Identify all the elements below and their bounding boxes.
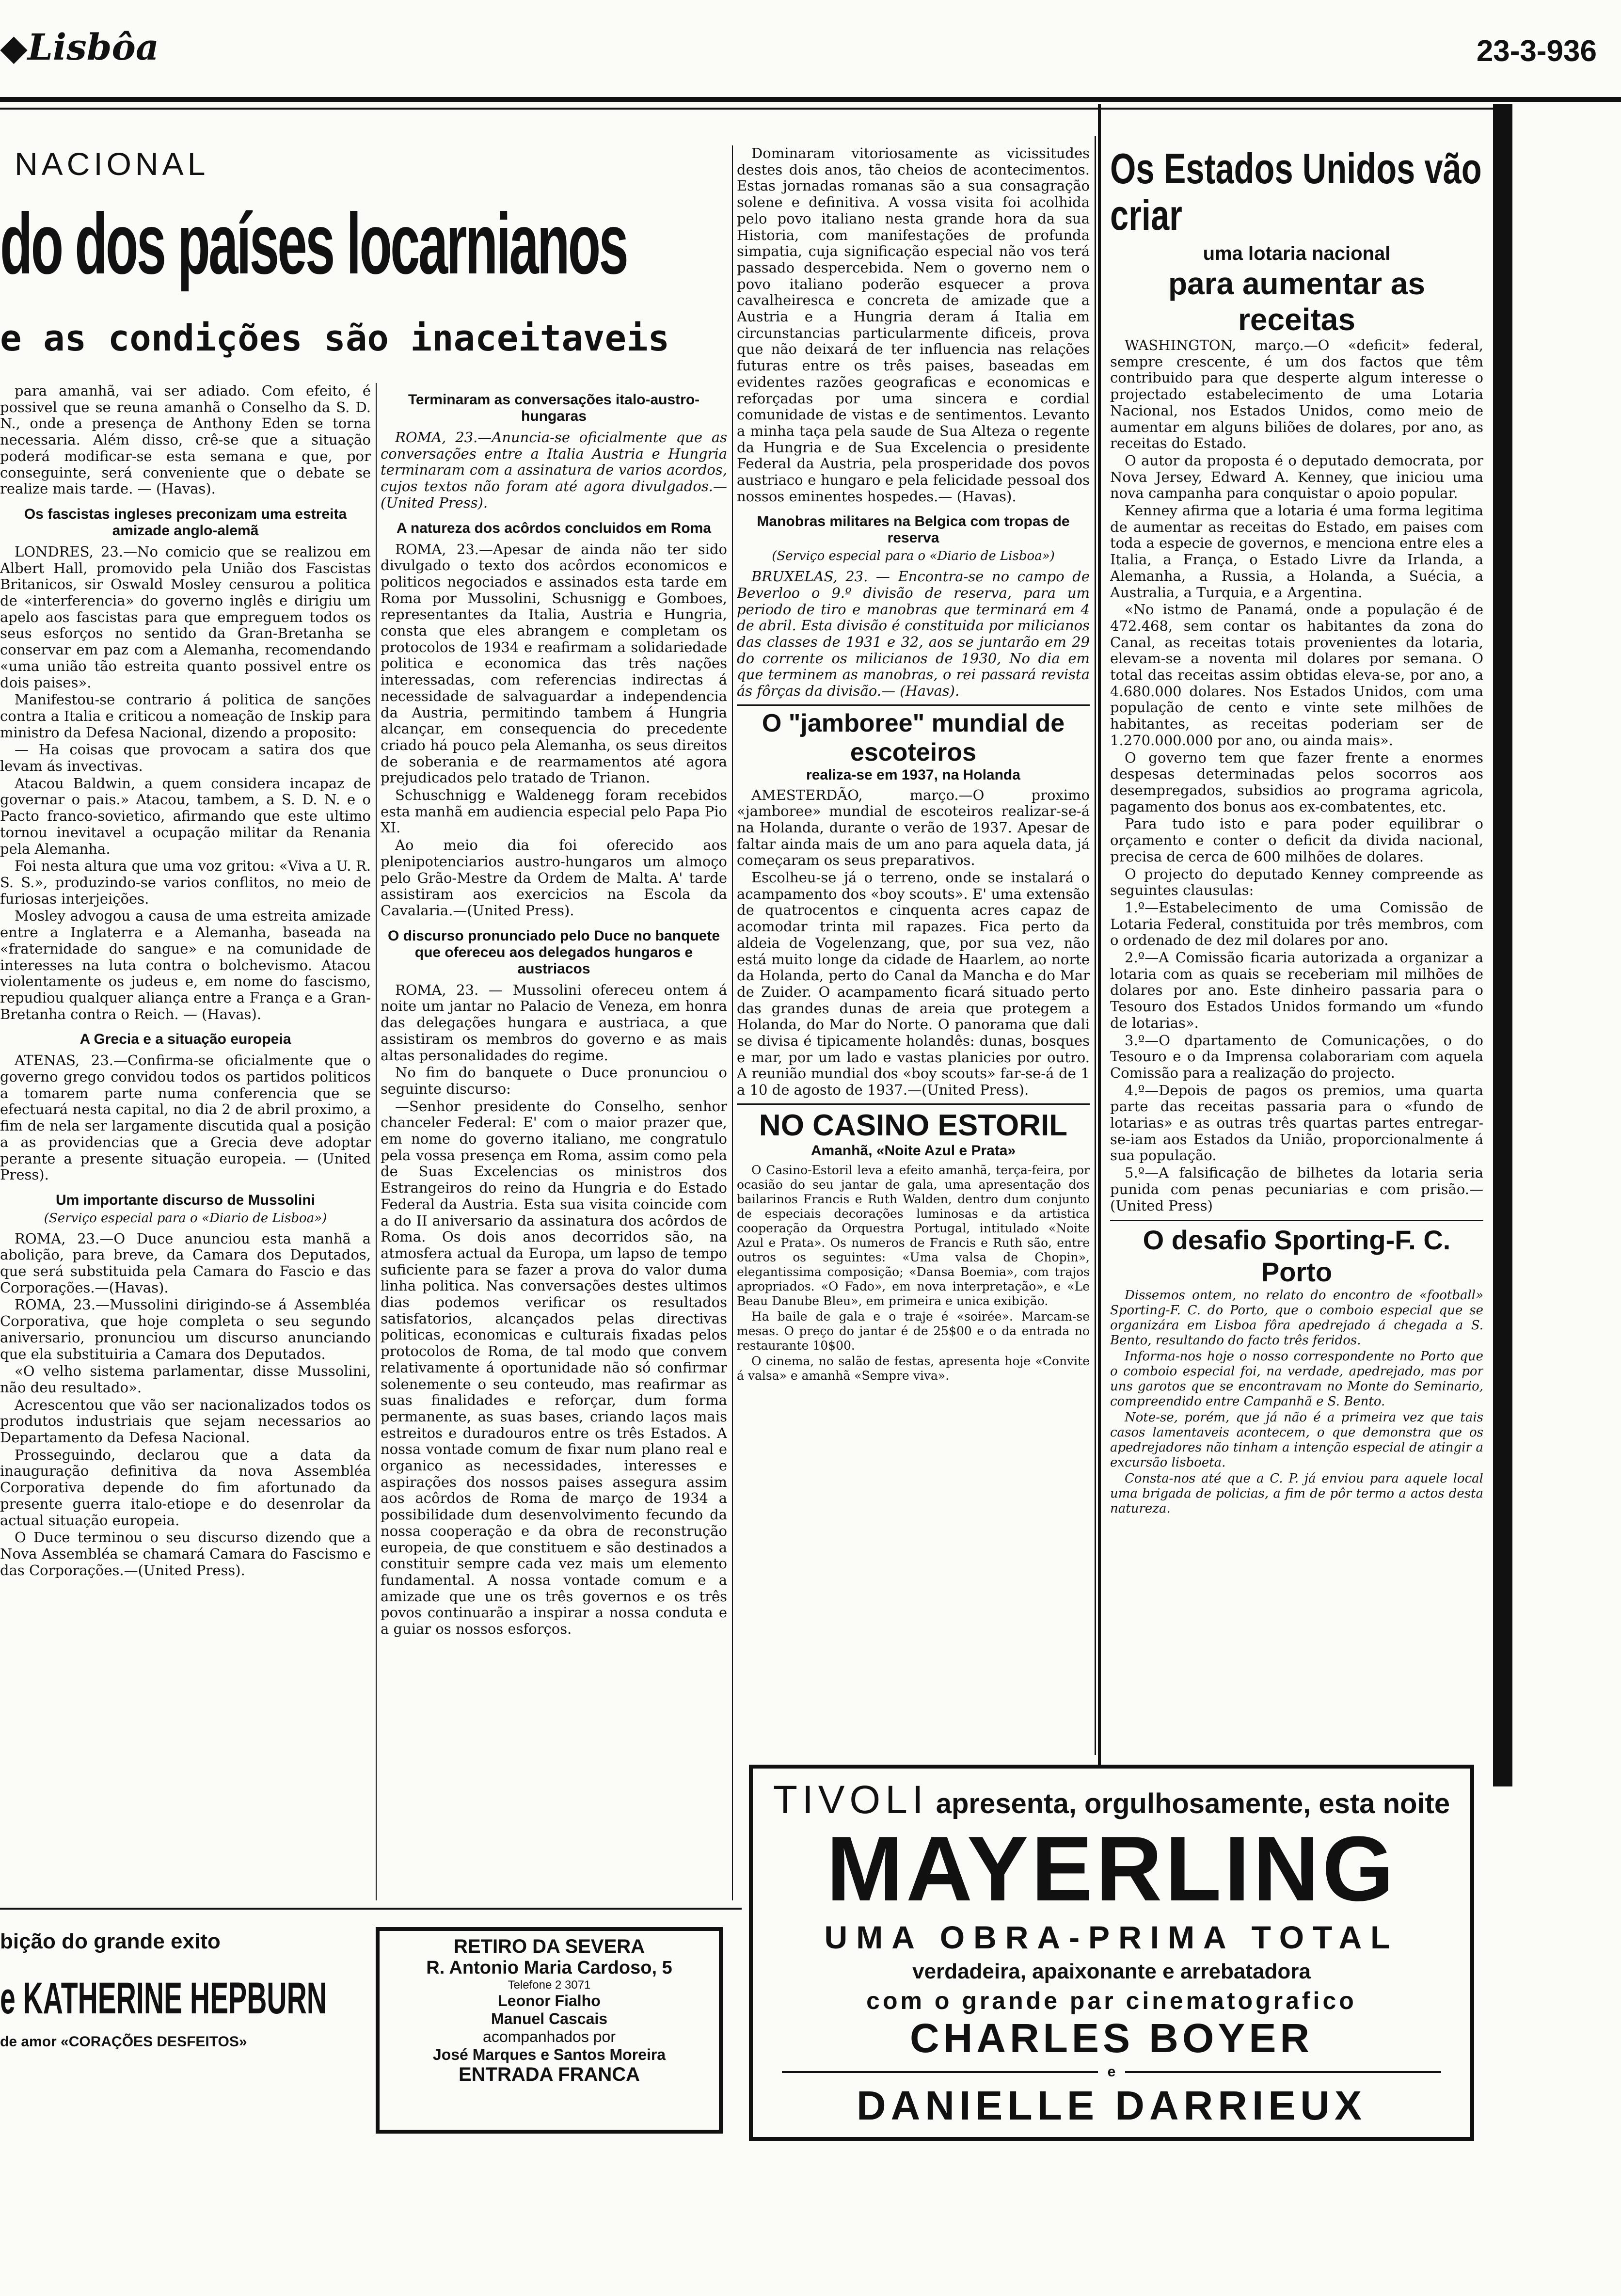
paragraph: Manifestou-se contrario á politica de sanções contra a Italia e criticou a nomeação de Inskip para ministro da Defesa Nacional, dizendo a proposito: — [0, 691, 371, 741]
divider — [737, 1103, 1090, 1105]
paragraph: Dissemos ontem, no relato do encontro de «football» Sporting-F. C. do Porto, que o comboio especial que se organizára em Lisboa fôra apedrejado á chegada a S. Bento, resultando do facto três feridos. — [1110, 1288, 1483, 1348]
ad-star-1: CHARLES BOYER — [909, 2015, 1314, 2061]
ads-rule — [0, 1908, 742, 1910]
column-2 — [381, 383, 727, 1896]
subheading: Terminaram as conversações italo-austro-hungaras — [408, 392, 700, 424]
ad-brand: TIVOLI — [773, 1778, 928, 1822]
main-headline: do dos países locarnianos — [0, 195, 627, 292]
column-rule-2 — [732, 145, 733, 1900]
paragraph: Informa-nos hoje o nosso correspondente no Porto que o comboio especial foi, na verdade, apedrejado, mas por uns garotos que se encontravam no Monte do Seminario, compreendido entre Campanhã e S. Bento. — [1110, 1349, 1483, 1409]
subheading: Um importante discurso de Mussolini — [55, 1192, 316, 1208]
paragraph: BRUXELAS, 23. — Encontra-se no campo de Beverloo o 9.º divisão de reserva, para um periodo de tiro e manobras que terminará em 4 de abril. Esta divisão é constituida por milicianos das classes de 1931 e 32, aos se juntarão em 29 do corrente os milicianos de 1930, No dia em que terminem as manobras, o rei passará revista ás fôrças da divisão.— (Havas). — [737, 568, 1090, 700]
ad-katharine-hepburn — [0, 1925, 359, 2109]
paragraph: O autor da proposta é o deputado democrata, por Nova Jersey, Edward A. Kenney, que iniciou uma nova campanha para conquistar o apoio popular. — [1110, 452, 1483, 502]
paragraph: 1.º—Estabelecimento de uma Comissão de Lotaria Federal, constituida por três membros, com o ordenado de dez mil dolares por ano. — [1110, 899, 1483, 949]
paragraph: 2.º—A Comissão ficaria autorizada a organizar a lotaria com as quais se receberiam mil milhões de dolares por ano. Este dinheiro passaria para o Tesouro dos Estados Unidos formando um «fundo de lotarias». — [1110, 949, 1483, 1031]
casino-subtitle: Amanhã, «Noite Azul e Prata» — [810, 1142, 1016, 1159]
divider — [1110, 1220, 1483, 1221]
main-subhead: e as condições são inaceitaveis — [0, 318, 670, 359]
paragraph: Para tudo isto e para poder equilibrar o orçamento e conter o deficit da divida nacional, precisa de cerca de 600 milhões de dolares. — [1110, 815, 1483, 865]
ad-line: Manuel Cascais — [491, 2010, 608, 2027]
paragraph: 4.º—Depois de pagos os premios, uma quarta parte das receitas passaria para o «fundo de lotarias» e as outras três quartas partes entregar-se-iam aos Estados da União, proporcionalmente á sua população. — [1110, 1082, 1483, 1164]
right-border-bar — [1493, 104, 1512, 1786]
paragraph: Acrescentou que vão ser nacionalizados todos os produtos industriais que sejam necessarios ao Departamento da Defesa Nacional. — [0, 1396, 371, 1446]
ad-line: verdadeira, apaixonante e arrebatadora — [912, 1960, 1311, 1983]
column-3 — [737, 145, 1090, 1755]
paragraph: Ao meio dia foi oferecido aos plenipotenciarios austro-hungaros um almoço pelo Grão-Mestre da Ordem de Malta. A' tarde assistiram aos exercicios na Escola da Cavalaria.—(United Press). — [381, 837, 727, 919]
paragraph: Foi nesta altura que uma voz gritou: «Viva a U. R. S. S.», produzindo-se varios conflitos, no meio de furiosas interjeições. — [0, 858, 371, 907]
ad-tivoli-mayerling — [749, 1765, 1474, 2141]
paragraph: Note-se, porém, que já não é a primeira vez que tais casos lamentaveis acontecem, o que demonstra que os apedrejadores não tinham a intenção especial de atingir a excursão lisboeta. — [1110, 1410, 1483, 1470]
paragraph: ROMA, 23.—O Duce anunciou esta manhã a abolição, para breve, da Camara dos Deputados, que será substituida pela Camara do Fascio e das Corporações.—(Havas). — [0, 1230, 371, 1296]
paragraph: Schuschnigg e Waldenegg foram recebidos esta manhã em audiencia especial pelo Papa Pio XI. — [381, 787, 727, 836]
ad-line: José Marques e Santos Moreira — [432, 2046, 666, 2063]
football-title: O desafio Sporting-F. C. Porto — [1143, 1225, 1451, 1288]
paragraph: ROMA, 23.—Mussolini dirigindo-se á Assembléa Corporativa, que hoje completa o seu segundo aniversario, pronunciou um discurso anunciando que ela substituiria a Camara dos Deputados. — [0, 1296, 371, 1362]
paragraph: AMESTERDÃO, março.—O proximo «jamboree» mundial de escoteiros realizar-se-á na Holanda, durante o verão de 1937. Apesar de faltar ainda mais de um ano para aquela data, já começaram os seus preparativos. — [737, 786, 1090, 869]
paragraph: WASHINGTON, março.—O «deficit» federal, sempre crescente, é um dos factos que têm contribuido para que desperte algum interesse o projectado estabelecimento de uma Lotaria Nacional, nos Estados Unidos, como meio de aumentar em alguns biliões de dolares, por ano, as receitas do Estado. — [1110, 337, 1483, 452]
ad-line: com o grande par cinematografico — [866, 1987, 1357, 2014]
paragraph: ROMA, 23. — Mussolini ofereceu ontem á noite um jantar no Palacio de Veneza, em honra das delegações hungara e austriaca, a que assistiram os membros do governo e as mais altas personalidades do regime. — [381, 981, 727, 1064]
section-label: NACIONAL — [15, 146, 209, 182]
lottery-title-2: uma lotaria nacional — [1203, 243, 1391, 264]
ad-intro: apresenta, orgulhosamente, esta noite — [936, 1788, 1450, 1819]
subheading: A Grecia e a situação europeia — [79, 1031, 291, 1048]
ad-and: e — [1098, 2064, 1126, 2080]
service-note: (Serviço especial para o «Diario de Lisboa») — [772, 549, 1055, 564]
ad-line — [753, 1777, 1470, 1823]
column-1 — [0, 383, 371, 1896]
ad-retiro-severa — [376, 1927, 723, 2134]
lottery-title: Os Estados Unidos vão criar — [1110, 145, 1482, 239]
top-rule — [0, 97, 1621, 102]
ad-line: RETIRO DA SEVERA — [453, 1936, 645, 1957]
paragraph: No fim do banquete o Duce pronunciou o seguinte discurso: — [381, 1064, 727, 1097]
paragraph: ROMA, 23.—Anuncia-se oficialmente que as conversações entre a Italia Austria e Hungria terminaram com a assinatura de varios acordos, cujos textos não foram até agora divulgados.—(United Press). — [381, 429, 727, 511]
paragraph: ROMA, 23.—Apesar de ainda não ter sido divulgado o texto dos acôrdos economicos e politicos negociados e assinados esta tarde em Roma por Mussolini, Schusnigg e Gomboes, representantes da Italia, Austria e Hungria, consta que eles abrangem e completam os protocolos de 1934 e reafirmam a solidariedade politica e economica das três nações interessadas, com referencias indirectas á necessidade de salvaguardar a independencia da Austria, permitindo tambem á Hungria alcançar, em consequencia do precedente criado há pouco pela Alemanha, os seus direitos de soberania e de rearmamentos até agora prejudicados pelo tratado de Trianon. — [381, 541, 727, 786]
masthead-title: ◆Lisbôa — [0, 27, 159, 68]
ad-line: acompanhados por — [483, 2028, 616, 2045]
jamboree-subtitle: realiza-se em 1937, na Holanda — [806, 766, 1020, 783]
paragraph: Prosseguindo, declarou que a data da inauguração definitiva da nova Assembléa Corporativa depende do fim afortunado da presente guerra italo-etiope e do desenrolar da actual situação europeia. — [0, 1446, 371, 1529]
ad-line: Leonor Fialho — [498, 1992, 601, 2009]
ad-star-2: DANIELLE DARRIEUX — [856, 2083, 1367, 2128]
paragraph: —Senhor presidente do Conselho, senhor chanceler Federal: E' com o maior prazer que, em nome do governo italiano, me congratulo pela vossa presença em Roma, assim como pela de Suas Excelencias os ministros dos Estrangeiros do reino da Hungria e do Estado Federal da Austria. Esta sua visita coincide com a do II aniversario da assinatura dos acôrdos de Roma. Os dois anos decorridos são, na atmosfera actual da Europa, um lapso de tempo suficiente para se fazer a prova do valor duma linha politica. Nas conversações destes ultimos dias podemos verificar os resultados satisfatorios, alcançados pelas directivas politicas, economicas e culturais fixadas pelos protocolos de Roma, de tal modo que convem relativamente á oportunidade não só confirmar solenemente o seu conteudo, mas reafirmar as suas finalidades e reforçar, dum forma permanente, as suas bases, criando laços mais estreitos e duradouros entre os três Estados. A nossa vontade comum de fixar num plano real e organico as necessidades, interesses e aspirações dos nossos paises assegura assim aos acôrdos de Roma de março de 1934 a possibilidade dum desenvolvimento fecundo da nossa cooperação e da obra de reconstrução europeia, de que constituem e são destinados a constituir sempre cada vez mais um elemento fundamental. A nossa vontade comum e a amizade que une os três governos e os três povos continuarão a inspirar a nossa conduta e a guiar os nossos esforços. — [381, 1098, 727, 1638]
subheading: Manobras militares na Belgica com tropas de reserva — [757, 513, 1070, 546]
paragraph: O governo tem que fazer frente a enormes despesas determinadas pelos socorros aos desempregados, subsidios ao programa agricola, pagamento dos bonus aos ex-combatentes, etc. — [1110, 749, 1483, 815]
masthead-date: 23-3-936 — [1476, 34, 1597, 68]
subheading: O discurso pronunciado pelo Duce no banquete que ofereceu aos delegados hungaros e austriacos — [387, 927, 720, 977]
ad-film-title: MAYERLING — [826, 1818, 1397, 1920]
paragraph: Ha baile de gala e o traje é «soirée». Marcam-se mesas. O preço do jantar é de 25$00 e o da entrada no restaurante 10$00. — [737, 1309, 1090, 1353]
paragraph: O cinema, no salão de festas, apresenta hoje «Convite á valsa» e amanhã «Sempre viva». — [737, 1354, 1090, 1383]
paragraph: «No istmo de Panamá, onde a população é de 472.468, sem contar os habitantes da zona do Canal, as receitas totais provenientes da lotaria, elevam-se a noventa mil dolares por semana. O total das receitas assim obtidas eleva-se, por ano, a 4.680.000 dolares. Nos Estados Unidos, com uma população de cento e vinte sete milhões de habitantes, as receitas poderiam ser de 1.270.000.000 por ano, ou ainda mais». — [1110, 601, 1483, 749]
ad-line: bição do grande exito — [0, 1929, 221, 1953]
subheading: A natureza dos acôrdos concluidos em Roma — [396, 520, 712, 536]
service-note: (Serviço especial para o «Diario de Lisboa») — [44, 1211, 327, 1226]
lottery-title-3: para aumentar as receitas — [1168, 266, 1426, 337]
divider — [737, 704, 1090, 706]
paragraph: Mosley advogou a causa de uma estreita amizade entre a Inglaterra e a Alemanha, baseada na «fraternidade do sangue» e na comunidade de interesses na luta contra o bolchevismo. Atacou violentamente os judeus e, em nome do fascismo, repudiou qualquer aliança entre a França e a Gran-Bretanha contra o Reich. — (Havas). — [0, 908, 371, 1022]
paragraph: para amanhã, vai ser adiado. Com efeito, é possivel que se reuna amanhã o Conselho da S. D. N., onde a presença de Anthony Eden se torna necessaria. Além disso, crê-se que a situação poderá modificar-se esta semana e que, por conseguinte, será conveniente que o debate se realize mais tarde. — (Havas). — [0, 383, 371, 497]
casino-title: NO CASINO ESTORIL — [759, 1108, 1068, 1142]
paragraph: ATENAS, 23.—Confirma-se oficialmente que o governo grego convidou todos os partidos politicos a tomarem parte numa conferencia que se efectuará nesta capital, no dia 2 de abril proximo, a fim de nela ser largamente discutida qual a posição a as providencias que a Grecia deve adoptar perante a presente situação europeia. — (United Press). — [0, 1052, 371, 1183]
subheading: Os fascistas ingleses preconizam uma estreita amizade anglo-alemã — [24, 506, 347, 539]
paragraph: 5.º—A falsificação de bilhetes da lotaria seria punida com penas pecuniarias e com prisão.—(United Press) — [1110, 1164, 1483, 1214]
column-rule-1 — [376, 383, 377, 1900]
paragraph: Escolheu-se já o terreno, onde se instalará o acampamento dos «boy scouts». E' uma extensão de quatrocentos e cinquenta acres capaz de acomodar trinta mil rapazes. Fica perto da aldeia de Vogelenzang, que, por sua vez, não está muito longe da cidade de Haarlem, ao norte da Holanda, perto do Canal da Mancha e do Mar de Zuider. O acampamento ficará situado perto das grandes dunas de areia que protegem a Holanda, do Mar do Norte. O panorama que dali se divisa é tipicamente holandês: dunas, bosques e mar, por um lado e vastas planicies por outro. A reunião mundial dos «boy scouts» far-se-á de 1 a 10 de agosto de 1937.—(United Press). — [737, 869, 1090, 1099]
paragraph: LONDRES, 23.—No comicio que se realizou em Albert Hall, promovido pela União dos Fascistas Britanicos, sir Oswald Mosley censurou a politica de «interferencia» do governo inglês e dirigiu um apelo aos fascistas para que empreguem todos os seus esforços no sentido da Gran-Bretanha se conservar em paz com a Alemanha, recomendando «uma união tão estreita quanto possivel entre os dois paises». — [0, 543, 371, 691]
paragraph: — Ha coisas que provocam a satira dos que levam ás invectivas. — [0, 741, 371, 775]
ad-and-rule — [782, 2064, 1441, 2080]
ad-star: e KATHERINE HEPBURN — [0, 1974, 327, 2023]
paragraph: Kenney afirma que a lotaria é uma forma legitima de aumentar as receitas do Estado, em paises com toda a especie de governos, e menciona entre eles a Italia, a França, o Estado Livre da Irlanda, a Alemanha, a Russia, a Holanda, a Suécia, a Australia, a Turquia, e a Argentina. — [1110, 502, 1483, 601]
paragraph: O Casino-Estoril leva a efeito amanhã, terça-feira, por ocasião do seu jantar de gala, uma apresentação dos bailarinos Francis e Ruth Walden, dentro dum conjunto de especiais decorações luminosas e da artistica cooperação da Orquestra Portugal, intitulado «Noite Azul e Prata». Os numeros de Francis e Ruth são, entre outros os seguintes: «Uma valsa de Chopin», elegantissima composição; «Dansa Boemia», com trajos apropriados. «O Fado», em nova interpretação», e «Le Beau Danube Bleu», em primeira e unica exibição. — [737, 1163, 1090, 1308]
column-rule-3 — [1095, 136, 1096, 1755]
paragraph: O projecto do deputado Kenney compreende as seguintes clausulas: — [1110, 865, 1483, 899]
top-rule-thin — [0, 108, 1493, 110]
paragraph: Consta-nos até que a C. P. já enviou para aquele local uma brigada de policias, a fim de pôr termo a actos desta natureza. — [1110, 1471, 1483, 1516]
paragraph: 3.º—O dpartamento de Comunicações, o do Tesouro e o da Imprensa colaborariam com aquela Comissão para a realização do projecto. — [1110, 1032, 1483, 1081]
paragraph: «O velho sistema parlamentar, disse Mussolini, não deu resultado». — [0, 1363, 371, 1396]
ad-tagline: UMA OBRA-PRIMA TOTAL — [824, 1919, 1399, 1955]
ad-line: ENTRADA FRANCA — [458, 2064, 640, 2085]
ad-line: Telefone 2 3071 — [508, 1978, 591, 1992]
paragraph: O Duce terminou o seu discurso dizendo que a Nova Assembléa se chamará Camara do Fascismo e das Corporações.—(United Press). — [0, 1529, 371, 1578]
right-inner-bar — [1098, 104, 1101, 1786]
jamboree-title: O "jamboree" mundial de escoteiros — [762, 709, 1065, 766]
column-right — [1110, 145, 1483, 1745]
paragraph: Dominaram vitoriosamente as vicissitudes destes dois anos, tão cheios de acontecimentos. Estas jornadas romanas são a sua consagração solene e definitiva. A vossa visita foi acolhida pelo povo italiano nesta grande hora da sua Historia, com manifestações de profunda simpatia, cuja significação especial não vos terá passado despercebida. Nem o governo nem o povo italiano poderão esquecer a prova cavalheiresca e concreta de amizade que a Austria e a Hungria deram á Italia em circunstancias particularmente dificeis, prova que não deixará de ter influencia nas relações futuras entre os três paises, baseadas em evidentes razões geograficas e economicas e reforçadas por uma sincera e cordial comunidade de vistas e de sentimentos. Levanto a minha taça pela saude de Sua Alteza o regente da Hungria e de Sua Excelencia o presidente Federal da Austria, pela prosperidade dos povos austriaco e hungaro e pela felicidade pessoal dos nossos eminentes hospedes.— (Havas). — [737, 145, 1090, 505]
paragraph: Atacou Baldwin, a quem considera incapaz de governar o pais.» Atacou, tambem, a S. D. N. e o Pacto franco-sovietico, afirmando que este ultimo tornou inevitavel a ocupação militar da Renania pela Alemanha. — [0, 775, 371, 857]
ad-line: de amor «CORAÇÕES DESFEITOS» — [0, 2034, 247, 2050]
ad-line: R. Antonio Maria Cardoso, 5 — [426, 1958, 672, 1978]
